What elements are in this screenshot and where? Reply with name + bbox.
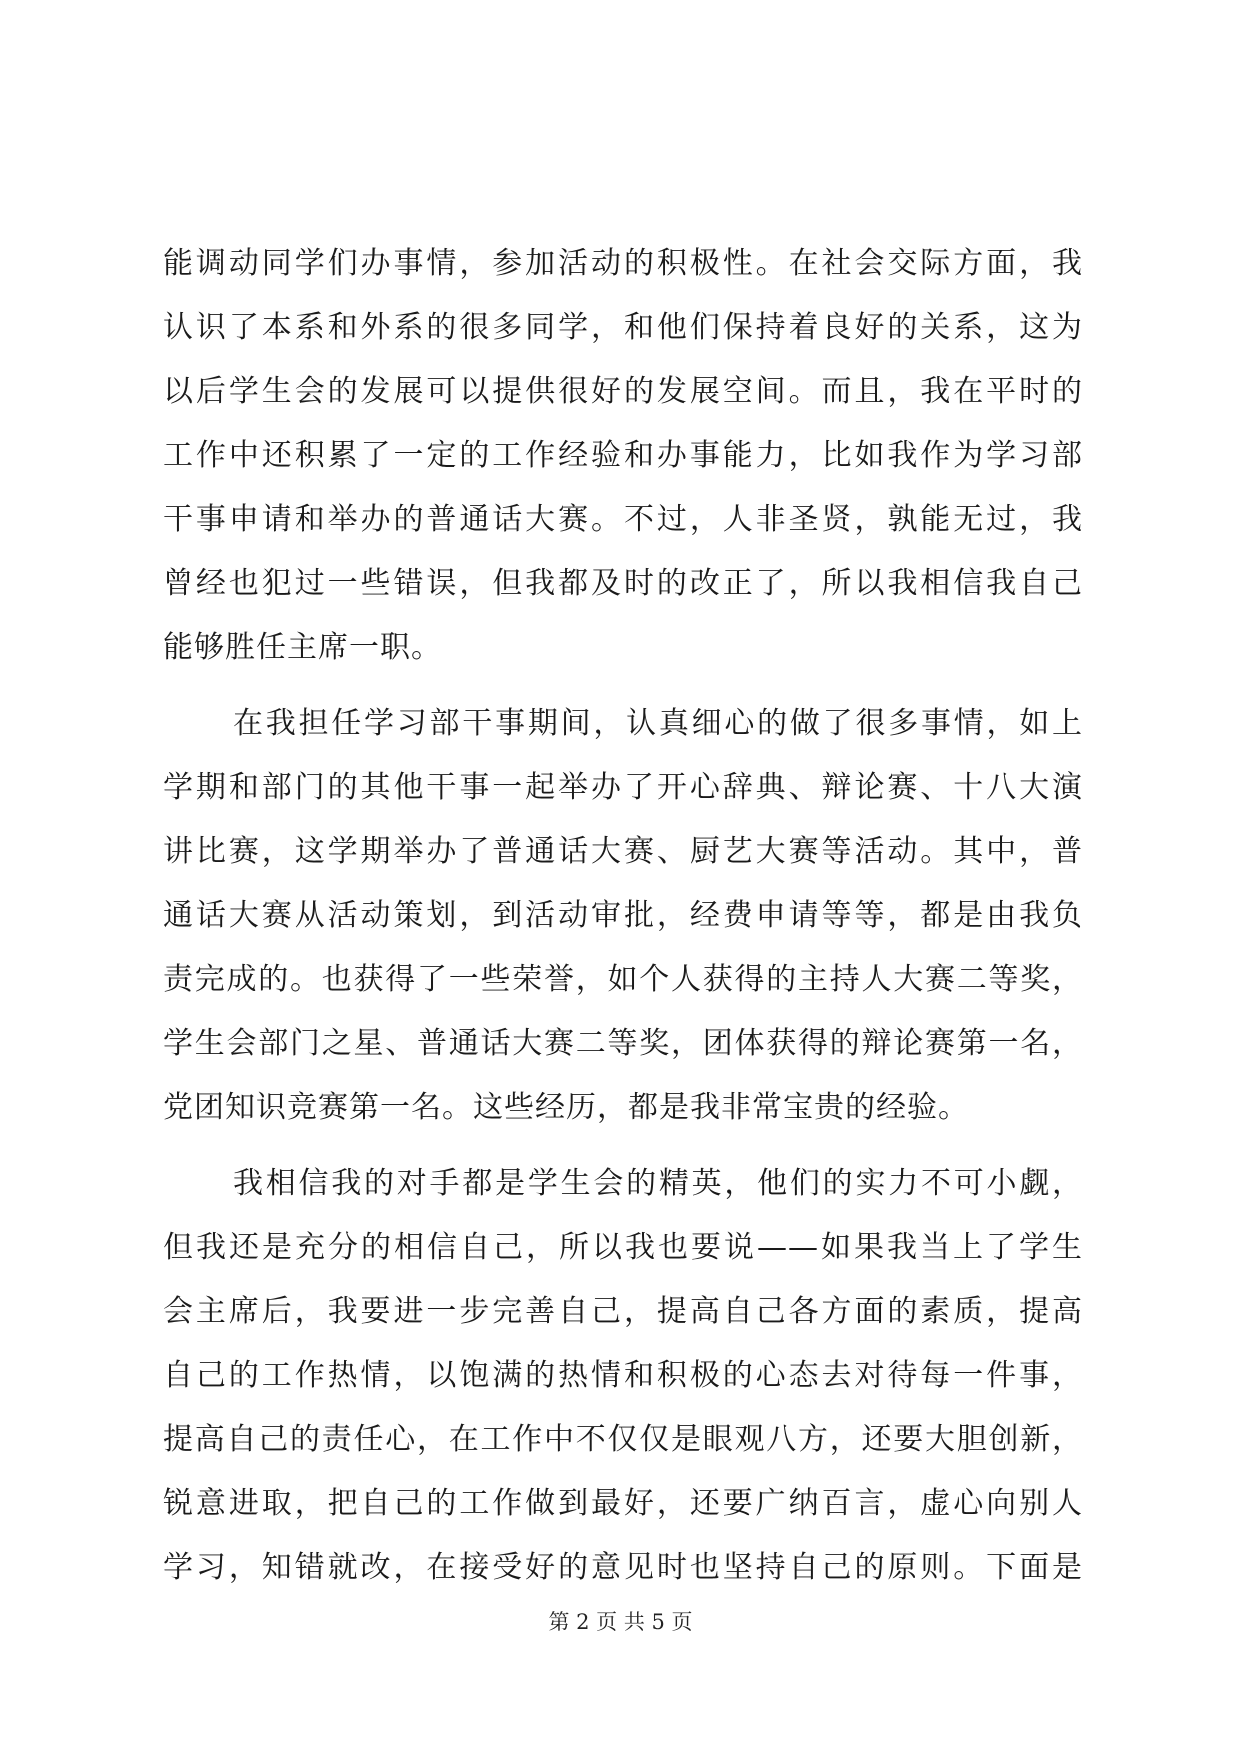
paragraph-line: 干事申请和举办的普通话大赛。不过，人非圣贤，孰能无过，我 <box>163 502 1083 537</box>
paragraph-line: 认识了本系和外系的很多同学，和他们保持着良好的关系，这为 <box>163 310 1083 345</box>
paragraph-line: 责完成的。也获得了一些荣誉，如个人获得的主持人大赛二等奖， <box>163 962 1083 997</box>
paragraph-line: 讲比赛，这学期举办了普通话大赛、厨艺大赛等活动。其中，普 <box>163 834 1083 869</box>
paragraph-line: 会主席后，我要进一步完善自己，提高自己各方面的素质，提高 <box>163 1294 1083 1329</box>
paragraph-gap <box>163 1140 1083 1152</box>
paragraph-line: 学生会部门之星、普通话大赛二等奖，团体获得的辩论赛第一名， <box>163 1026 1083 1061</box>
paragraph-line: 工作中还积累了一定的工作经验和办事能力，比如我作为学习部 <box>163 438 1083 473</box>
paragraph <box>163 1152 1083 1600</box>
paragraph-line: 学期和部门的其他干事一起举办了开心辞典、辩论赛、十八大演 <box>163 770 1083 805</box>
paragraph-line: 锐意进取，把自己的工作做到最好，还要广纳百言，虚心向别人 <box>163 1486 1083 1521</box>
paragraph-line: 自己的工作热情，以饱满的热情和积极的心态去对待每一件事， <box>163 1358 1083 1393</box>
paragraph-line: 以后学生会的发展可以提供很好的发展空间。而且，我在平时的 <box>163 374 1083 409</box>
document-body <box>163 232 1083 1600</box>
paragraph <box>163 232 1083 680</box>
paragraph-gap <box>163 680 1083 692</box>
page-number-label: 第 2 页 共 5 页 <box>548 1610 693 1634</box>
paragraph <box>163 692 1083 1140</box>
paragraph-line: 曾经也犯过一些错误，但我都及时的改正了，所以我相信我自己 <box>163 566 1083 601</box>
paragraph-line: 但我还是充分的相信自己，所以我也要说——如果我当上了学生 <box>163 1230 1083 1265</box>
paragraph-line: 党团知识竞赛第一名。这些经历，都是我非常宝贵的经验。 <box>163 1090 969 1125</box>
paragraph-line: 我相信我的对手都是学生会的精英，他们的实力不可小觑， <box>233 1166 1083 1201</box>
page-footer <box>0 1607 1241 1637</box>
paragraph-line: 提高自己的责任心，在工作中不仅仅是眼观八方，还要大胆创新， <box>163 1422 1083 1457</box>
paragraph-line: 学习，知错就改，在接受好的意见时也坚持自己的原则。下面是 <box>163 1550 1083 1585</box>
paragraph-line: 通话大赛从活动策划，到活动审批，经费申请等等，都是由我负 <box>163 898 1083 933</box>
paragraph-line: 能够胜任主席一职。 <box>163 630 442 665</box>
paragraph-line: 在我担任学习部干事期间，认真细心的做了很多事情，如上 <box>233 706 1083 741</box>
paragraph-line: 能调动同学们办事情，参加活动的积极性。在社会交际方面，我 <box>163 246 1083 281</box>
